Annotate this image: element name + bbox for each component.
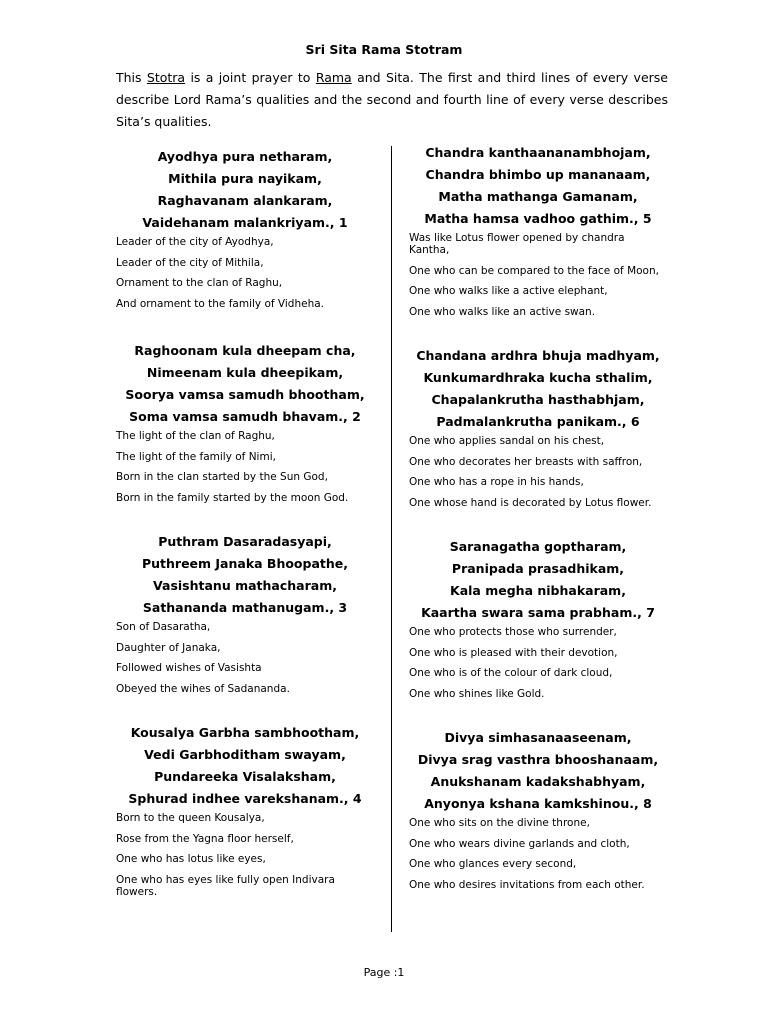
meaning-line: Leader of the city of Ayodhya,	[116, 236, 274, 248]
verse-line: Soma vamsa samudh bhavam., 2	[129, 409, 361, 424]
intro-paragraph	[116, 67, 668, 133]
verse-line: Ayodhya pura netharam,	[157, 149, 333, 164]
meaning-line: One who has a rope in his hands,	[409, 476, 584, 488]
verse-line: Chandra bhimbo up mananaam,	[425, 167, 651, 182]
verse-lines	[116, 146, 374, 234]
meaning-line: One who walks like a active elephant,	[409, 285, 608, 297]
verse-line: Sathananda mathanugam., 3	[142, 600, 348, 615]
verse-lines	[116, 722, 374, 810]
verse-line: Matha hamsa vadhoo gathim., 5	[424, 211, 652, 226]
meaning-line: Followed wishes of Vasishta	[116, 662, 262, 674]
meaning-line: One who decorates her breasts with saffron,	[409, 455, 643, 468]
meaning-line: One who can be compared to the face of Moon,	[409, 264, 659, 277]
verse-line: Vasishtanu mathacharam,	[153, 578, 337, 593]
verse-meanings	[409, 435, 667, 509]
verse-line: Anyonya kshana kamkshinou., 8	[424, 796, 652, 811]
verse-lines	[409, 727, 667, 815]
meaning-line: One who applies sandal on his chest,	[409, 435, 605, 447]
stotra-link[interactable]: Stotra	[146, 70, 186, 85]
meaning-line: One who shines like Gold.	[409, 687, 545, 700]
verse-lines	[116, 340, 374, 428]
verse-line: Kousalya Garbha sambhootham,	[130, 725, 360, 740]
verse-meanings	[409, 626, 667, 700]
verse-line: Puthram Dasaradasyapi,	[158, 534, 332, 549]
verse-line: Chandra kanthaananambhojam,	[425, 145, 651, 160]
verse-meanings	[409, 817, 667, 891]
verse-line: Soorya vamsa samudh bhootham,	[125, 387, 365, 402]
verse-4	[116, 722, 374, 906]
verse-6	[409, 345, 667, 517]
meaning-line: Born in the family started by the moon God.	[116, 491, 349, 504]
verse-line: Kunkumardhraka kucha sthalim,	[423, 370, 653, 385]
meaning-line: One who walks like an active swan.	[409, 305, 596, 318]
meaning-line: One whose hand is decorated by Lotus flower.	[409, 496, 652, 509]
verse-line: Chapalankrutha hasthabhjam,	[431, 392, 645, 407]
verse-line: Vaidehanam malankriyam., 1	[142, 215, 348, 230]
verse-meanings	[116, 812, 374, 898]
verse-1	[116, 146, 374, 318]
verse-lines	[409, 345, 667, 433]
meaning-line: Son of Dasaratha,	[116, 621, 211, 633]
meaning-line: Obeyed the wihes of Sadananda.	[116, 682, 290, 695]
page-number: Page :1	[363, 966, 405, 979]
verse-line: Pundareeka Visalaksham,	[154, 769, 336, 784]
verse-line: Vedi Garbhoditham swayam,	[144, 747, 346, 762]
verse-line: Pranipada prasadhikam,	[451, 561, 625, 576]
meaning-line: Rose from the Yagna floor herself,	[116, 832, 294, 845]
meaning-line: The light of the clan of Raghu,	[116, 430, 275, 442]
meaning-line: One who is of the colour of dark cloud,	[409, 667, 613, 679]
meaning-line: Daughter of Janaka,	[116, 641, 221, 654]
column-divider	[391, 146, 392, 932]
verse-meanings	[409, 232, 667, 318]
verse-line: Matha mathanga Gamanam,	[438, 189, 638, 204]
intro-text-1: This	[116, 70, 147, 85]
verse-meanings	[116, 236, 374, 310]
verse-3	[116, 531, 374, 703]
meaning-line: One who has lotus like eyes,	[116, 853, 266, 865]
meaning-line: The light of the family of Nimi,	[116, 450, 276, 463]
verse-line: Nimeenam kula dheepikam,	[146, 365, 344, 380]
verse-line: Kaartha swara sama prabham., 7	[421, 605, 655, 620]
meaning-line: And ornament to the family of Vidheha.	[116, 297, 325, 310]
verse-line: Puthreem Janaka Bhoopathe,	[141, 556, 349, 571]
verse-line: Raghoonam kula dheepam cha,	[134, 343, 356, 358]
verse-line: Divya srag vasthra bhooshanaam,	[417, 752, 659, 767]
verse-meanings	[116, 621, 374, 695]
verse-lines	[409, 536, 667, 624]
meaning-line: Born in the clan started by the Sun God,	[116, 471, 328, 483]
meaning-line: One who protects those who surrender,	[409, 626, 617, 638]
meaning-line: Leader of the city of Mithila,	[116, 256, 264, 269]
meaning-line: One who desires invitations from each other.	[409, 878, 645, 891]
verse-5	[409, 142, 667, 326]
verse-7	[409, 536, 667, 708]
verse-lines	[116, 531, 374, 619]
meaning-line: One who sits on the divine throne,	[409, 817, 590, 829]
verse-line: Divya simhasanaaseenam,	[444, 730, 632, 745]
rama-link[interactable]: Rama	[315, 70, 352, 85]
meaning-line: Was like Lotus flower opened by chandra Kantha,	[409, 232, 625, 256]
verse-line: Padmalankrutha panikam., 6	[436, 414, 640, 429]
verse-line: Kala megha nibhakaram,	[450, 583, 626, 598]
meaning-line: One who is pleased with their devotion,	[409, 646, 618, 659]
verse-8	[409, 727, 667, 899]
verse-lines	[409, 142, 667, 230]
verse-line: Mithila pura nayikam,	[168, 171, 322, 186]
verse-line: Anukshanam kadakshabhyam,	[430, 774, 646, 789]
meaning-line: One who wears divine garlands and cloth,	[409, 837, 630, 850]
verse-meanings	[116, 430, 374, 504]
meaning-line: Born to the queen Kousalya,	[116, 812, 265, 824]
verse-line: Chandana ardhra bhuja madhyam,	[416, 348, 660, 363]
document-title: Sri Sita Rama Stotram	[305, 42, 463, 57]
intro-text-2: is a joint prayer to	[185, 70, 316, 85]
verse-line: Sphurad indhee varekshanam., 4	[128, 791, 362, 806]
meaning-line: One who has eyes like fully open Indivara flowers.	[116, 873, 335, 898]
verse-2	[116, 340, 374, 512]
verse-line: Saranagatha goptharam,	[449, 539, 627, 554]
meaning-line: Ornament to the clan of Raghu,	[116, 277, 283, 289]
meaning-line: One who glances every second,	[409, 858, 577, 870]
intro-text-3: and Sita. The first and third lines of every verse describe Lord Rama’s qualities and the second and fourth line of every verse describes Sita’s qualities.	[116, 70, 668, 129]
verse-line: Raghavanam alankaram,	[157, 193, 333, 208]
